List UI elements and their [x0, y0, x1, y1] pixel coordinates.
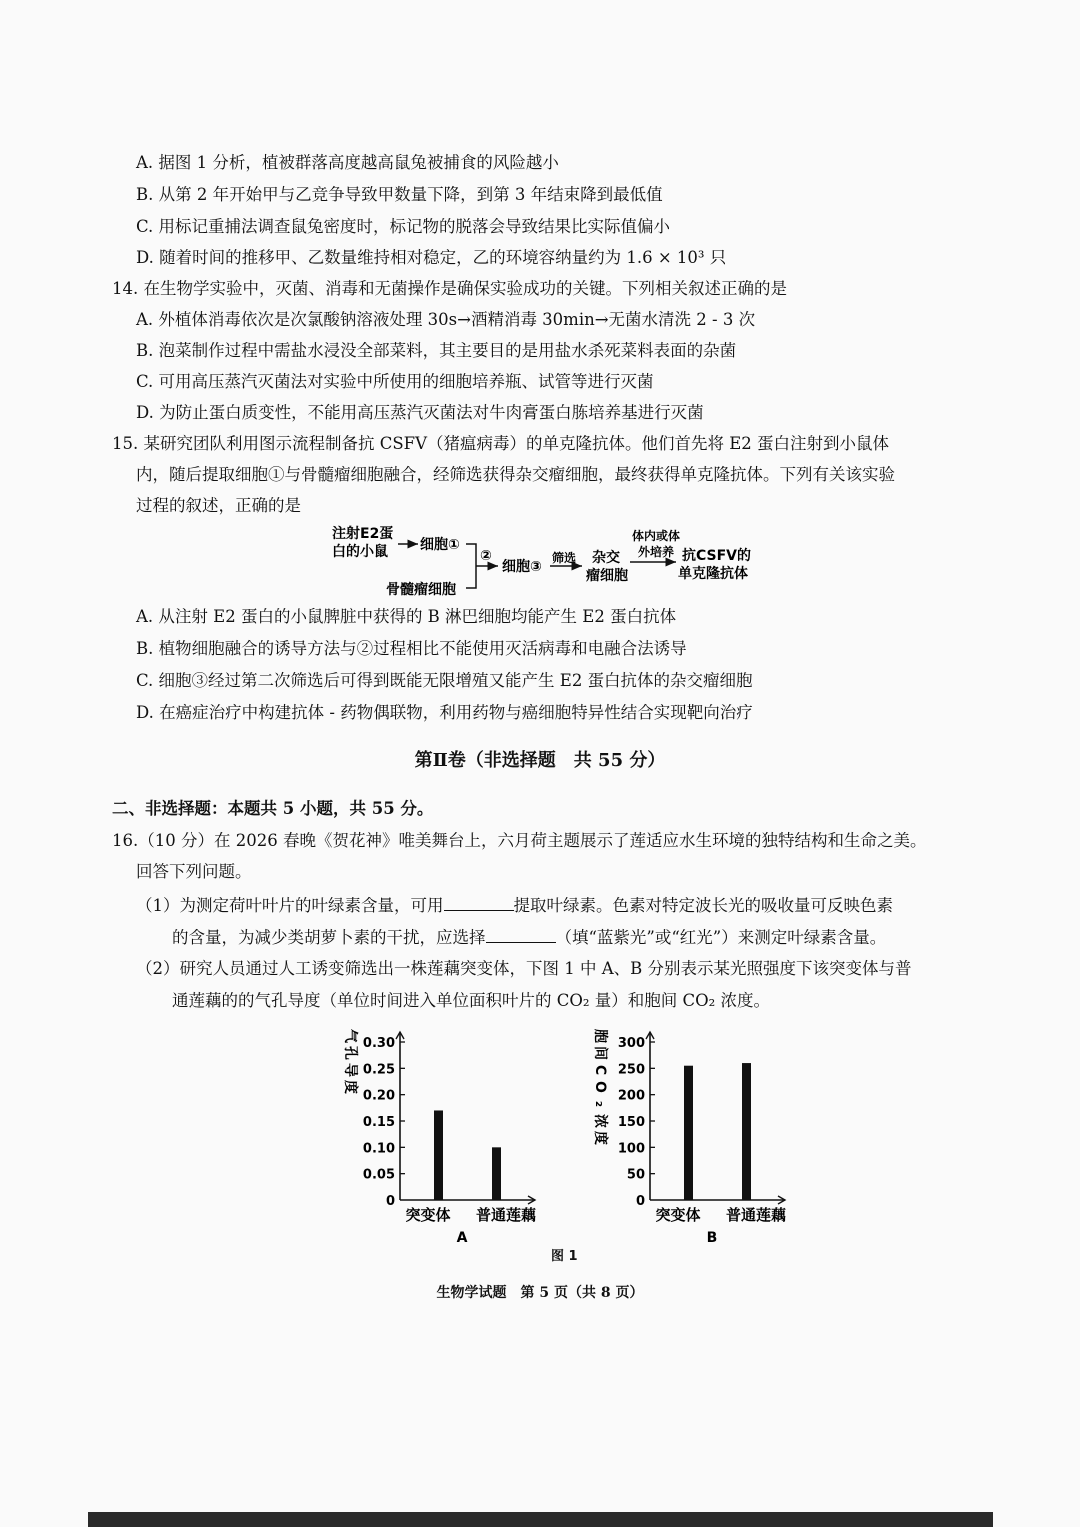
y-axis-label-char: 间 — [592, 1046, 608, 1060]
q16-blank-1[interactable] — [444, 894, 514, 911]
bar-normal — [492, 1147, 501, 1200]
flow-product-line1: 抗CSFV的 — [682, 548, 752, 564]
q16-stem-line2: 回答下列问题。 — [136, 862, 252, 881]
q13-option-c: C. 用标记重捕法调查鼠兔密度时，标记物的脱落会导致结果比实际值偏小 — [136, 217, 671, 236]
q16-blank-2[interactable] — [486, 926, 556, 943]
q16-part1-text-b: 提取叶绿素。色素对特定波长光的吸收量可反映色素 — [513, 896, 893, 915]
q15-option-a: A. 从注射 E2 蛋白的小鼠脾脏中获得的 B 淋巴细胞均能产生 E2 蛋白抗体 — [136, 607, 677, 626]
y-tick-label: 0.10 — [362, 1141, 395, 1157]
y-tick-label: 0.20 — [362, 1088, 395, 1104]
flow-product-line2: 单克隆抗体 — [678, 566, 748, 582]
q16-part2-line2: 通莲藕的的气孔导度（单位时间进入单位面积叶片的 CO₂ 量）和胞间 CO₂ 浓度。 — [172, 991, 771, 1010]
y-axis-label-char: 度 — [592, 1131, 608, 1145]
chart-a-stomatal-conductance — [330, 1018, 560, 1248]
flow-hybrid-line1: 杂交 — [592, 550, 620, 566]
q14-option-a: A. 外植体消毒依次是次氯酸钠溶液处理 30s→酒精消毒 30min→无菌水清洗 2 - 3 次 — [136, 310, 756, 329]
chart-b-intercellular-co2 — [580, 1018, 810, 1248]
section2-header: 二、非选择题：本题共 5 小题，共 55 分。 — [112, 799, 434, 818]
bar-normal — [742, 1063, 751, 1200]
flow-mouse-line1: 注射E2蛋 — [332, 526, 394, 542]
flow-hybrid-line2: 瘤细胞 — [586, 568, 628, 584]
section2-title: 第Ⅱ卷（非选择题 共 55 分） — [414, 750, 666, 771]
y-tick-label: 50 — [626, 1167, 645, 1183]
figure-caption: 图 1 — [551, 1249, 578, 1264]
flow-culture-line1: 体内或体 — [632, 529, 681, 543]
y-tick-label: 0.15 — [362, 1115, 395, 1130]
q15-stem-line3: 过程的叙述，正确的是 — [136, 496, 301, 515]
q13-option-d: D. 随着时间的推移甲、乙数量维持相对稳定，乙的环境容纳量约为 1.6 × 10³ 只 — [136, 248, 727, 267]
flow-step2: ② — [480, 548, 492, 564]
q16-part1-line1 — [136, 894, 893, 917]
q16-part1-text-a: （1）为测定荷叶叶片的叶绿素含量，可用 — [136, 896, 444, 915]
q13-option-b: B. 从第 2 年开始甲与乙竞争导致甲数量下降，到第 3 年结束降到最低值 — [136, 185, 663, 204]
bar-mutant — [434, 1110, 443, 1200]
y-tick-label: 250 — [617, 1062, 645, 1078]
q15-stem-line1: 15. 某研究团队利用图示流程制备抗 CSFV（猪瘟病毒）的单克隆抗体。他们首先将 E2 蛋白注射到小鼠体 — [112, 434, 890, 453]
x-category-label: 普通莲藕 — [725, 1206, 787, 1224]
x-category-label: 普通莲藕 — [475, 1206, 537, 1224]
y-tick-label: 200 — [617, 1088, 645, 1104]
antibody-flow-diagram — [320, 522, 780, 602]
flow-merge-bracket — [466, 544, 476, 588]
q14-option-c: C. 可用高压蒸汽灭菌法对实验中所使用的细胞培养瓶、试管等进行灭菌 — [136, 372, 654, 391]
y-tick-label: 0 — [385, 1194, 395, 1209]
q14-option-d: D. 为防止蛋白质变性，不能用高压蒸汽灭菌法对牛肉膏蛋白胨培养基进行灭菌 — [136, 403, 704, 422]
q14-stem: 14. 在生物学实验中，灭菌、消毒和无菌操作是确保实验成功的关键。下列相关叙述正确的是 — [112, 279, 787, 298]
panel-label: B — [706, 1230, 718, 1246]
panel-label: A — [456, 1230, 468, 1246]
flow-cell3: 细胞③ — [502, 559, 542, 575]
q15-stem-line2: 内，随后提取细胞①与骨髓瘤细胞融合，经筛选获得杂交瘤细胞，最终获得单克隆抗体。下列有关该实验 — [136, 465, 895, 484]
q16-part1-line2 — [172, 926, 886, 949]
q15-option-b: B. 植物细胞融合的诱导方法与②过程相比不能使用灭活病毒和电融合法诱导 — [136, 639, 687, 658]
y-axis-label-char: C — [592, 1064, 608, 1076]
q15-option-c: C. 细胞③经过第二次筛选后可得到既能无限增殖又能产生 E2 蛋白抗体的杂交瘤细胞 — [136, 671, 753, 690]
y-axis-label-char: 胞 — [592, 1029, 608, 1043]
q16-part2-line1: （2）研究人员通过人工诱变筛选出一株莲藕突变体，下图 1 中 A、B 分别表示某光照强度下该突变体与普 — [136, 959, 912, 978]
page-footer: 生物学试题 第 5 页（共 8 页） — [436, 1285, 644, 1301]
x-category-label: 突变体 — [405, 1206, 451, 1224]
q13-option-a: A. 据图 1 分析，植被群落高度越高鼠兔被捕食的风险越小 — [136, 153, 559, 172]
y-axis-label-char: 浓 — [592, 1114, 608, 1128]
q16-part1-text-c: 的含量，为减少类胡萝卜素的干扰，应选择 — [172, 928, 486, 947]
y-axis-label-char: ₂ — [592, 1100, 608, 1108]
y-tick-label: 0.30 — [362, 1036, 395, 1051]
y-axis-label-char: 导 — [342, 1063, 358, 1077]
x-category-label: 突变体 — [655, 1206, 701, 1224]
flow-myeloma: 骨髓瘤细胞 — [386, 582, 456, 598]
q14-option-b: B. 泡菜制作过程中需盐水浸没全部菜料，其主要目的是用盐水杀死菜料表面的杂菌 — [136, 341, 737, 360]
y-tick-label: 0.05 — [362, 1167, 395, 1183]
y-axis-label-char: 气 — [342, 1029, 358, 1043]
flow-cell1: 细胞① — [420, 537, 460, 553]
y-tick-label: 300 — [617, 1036, 645, 1051]
flow-culture-line2: 外培养 — [638, 545, 675, 559]
y-tick-label: 0.25 — [362, 1062, 395, 1078]
bar-mutant — [684, 1066, 693, 1200]
y-axis-label-char: 度 — [342, 1080, 358, 1094]
flow-mouse-line2: 白的小鼠 — [332, 544, 388, 560]
q16-stem-line1: 16.（10 分）在 2026 春晚《贺花神》唯美舞台上，六月荷主题展示了莲适应水生环境的独特结构和生命之美。 — [112, 831, 927, 850]
q15-option-d: D. 在癌症治疗中构建抗体 - 药物偶联物，利用药物与癌细胞特异性结合实现靶向治疗 — [136, 703, 753, 722]
y-axis-label-char: O — [592, 1081, 608, 1093]
scan-bottom-edge — [88, 1512, 993, 1527]
q16-part1-text-d: （填“蓝紫光”或“红光”）来测定叶绿素含量。 — [555, 928, 887, 947]
y-tick-label: 0 — [635, 1194, 645, 1209]
y-axis-label-char: 孔 — [342, 1046, 358, 1060]
y-tick-label: 100 — [617, 1141, 645, 1157]
y-tick-label: 150 — [617, 1115, 645, 1130]
flow-screen-label: 筛选 — [552, 551, 577, 565]
